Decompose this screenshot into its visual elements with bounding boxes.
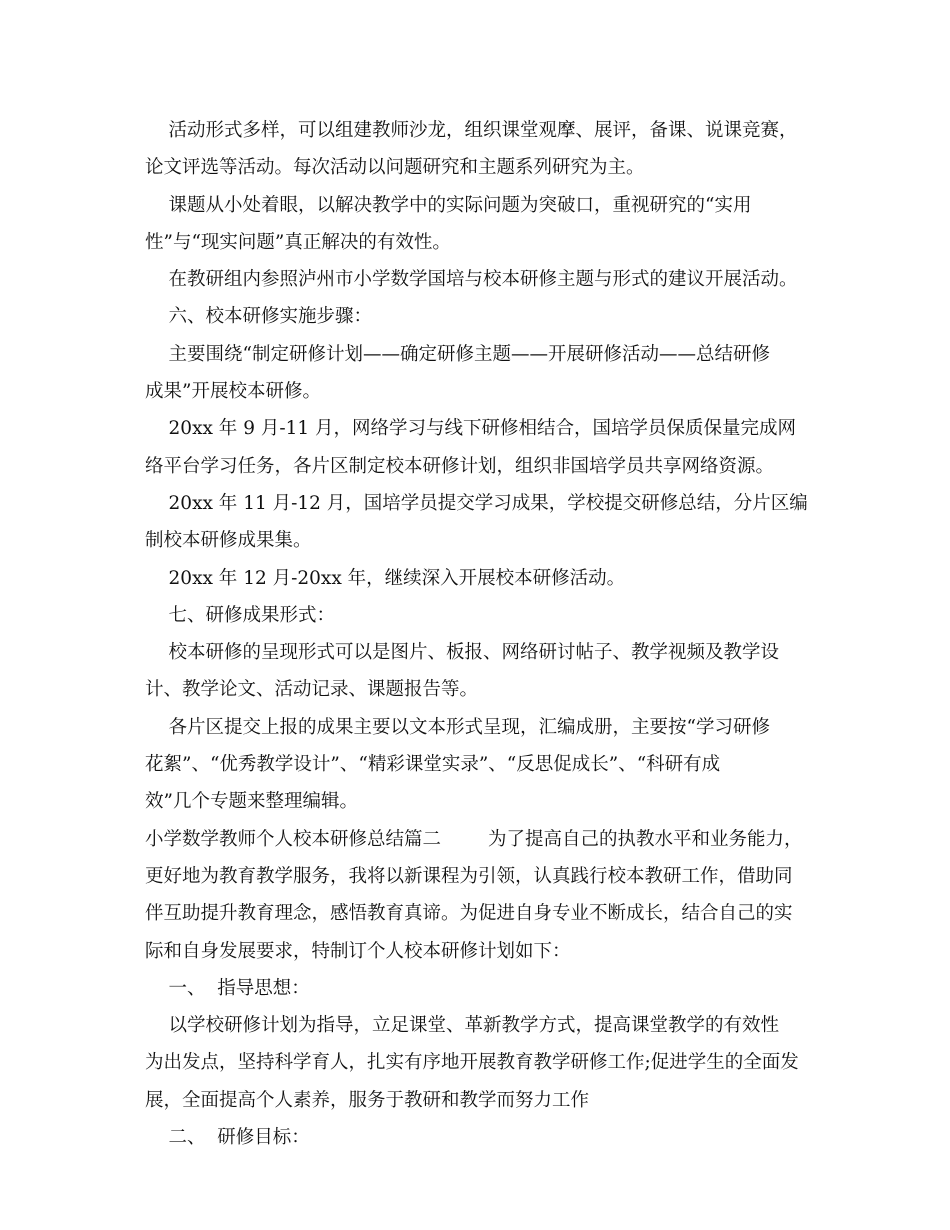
text-line: 效”几个专题来整理编辑。: [145, 791, 358, 813]
section-heading: 二、 研修目标：: [145, 1127, 310, 1149]
text-line: 成果”开展校本研修。: [145, 381, 321, 403]
text-line: 制校本研修成果集。: [145, 530, 312, 552]
text-line: 校本研修的呈现形式可以是图片、板报、网络研讨帖子、教学视频及教学设: [145, 642, 780, 664]
text-line: 各片区提交上报的成果主要以文本形式呈现，汇编成册，主要按“学习研修: [145, 716, 770, 738]
text-line: 为出发点，坚持科学育人，扎实有序地开展教育教学研修工作;促进学生的全面发: [145, 1052, 799, 1074]
text-line: 伴互助提升教育理念，感悟教育真谛。为促进自身专业不断成长，结合自己的实: [145, 903, 793, 925]
text-line: 在教研组内参照泸州市小学数学国培与校本研修主题与形式的建议开展活动。: [145, 269, 798, 291]
text-line: 课题从小处着眼，以解决教学中的实际问题为突破口，重视研究的“实用: [145, 194, 752, 216]
text-line: 际和自身发展要求，特制订个人校本研修计划如下：: [145, 940, 571, 962]
text-line: 计、教学论文、活动记录、课题报告等。: [145, 679, 479, 701]
text-line: 络平台学习任务，各片区制定校本研修计划，组织非国培学员共享网络资源。: [145, 455, 775, 477]
text-line: 花絮”、“优秀教学设计”、“精彩课堂实录”、“反思促成长”、“科研有成: [145, 754, 721, 776]
section-heading: 七、研修成果形式：: [145, 604, 336, 626]
section-heading: 六、校本研修实施步骤：: [145, 306, 373, 328]
document-body: [145, 112, 810, 1156]
text-line: 20xx 年 9 月-11 月，网络学习与线下研修相结合，国培学员保质保量完成网: [145, 418, 797, 440]
text-line: 活动形式多样，可以组建教师沙龙，组织课堂观摩、展评，备课、说课竞赛，: [145, 120, 798, 141]
section-heading: 一、 指导思想：: [145, 977, 310, 999]
text-line: 20xx 年 11 月-12 月，国培学员提交学习成果，学校提交研修总结，分片区编: [145, 492, 808, 514]
text-line: 论文评选等活动。每次活动以问题研究和主题系列研究为主。: [145, 157, 645, 179]
text-line: 更好地为教育教学服务，我将以新课程为引领，认真践行校本教研工作，借助同: [145, 865, 793, 887]
text-line: 主要围绕“制定研修计划——确定研修主题——开展研修活动——总结研修: [145, 343, 770, 365]
text-line: 性”与“现实问题”真正解决的有效性。: [145, 231, 451, 253]
text-line: 以学校研修计划为指导，立足课堂、革新教学方式，提高课堂教学的有效性: [145, 1015, 780, 1037]
article-title-line: 小学数学教师个人校本研修总结篇二 为了提高自己的执教水平和业务能力，: [145, 828, 803, 850]
text-line: 20xx 年 12 月-20xx 年，继续深入开展校本研修活动。: [145, 567, 626, 589]
text-line: 展，全面提高个人素养，服务于教研和教学而努力工作: [145, 1089, 590, 1111]
